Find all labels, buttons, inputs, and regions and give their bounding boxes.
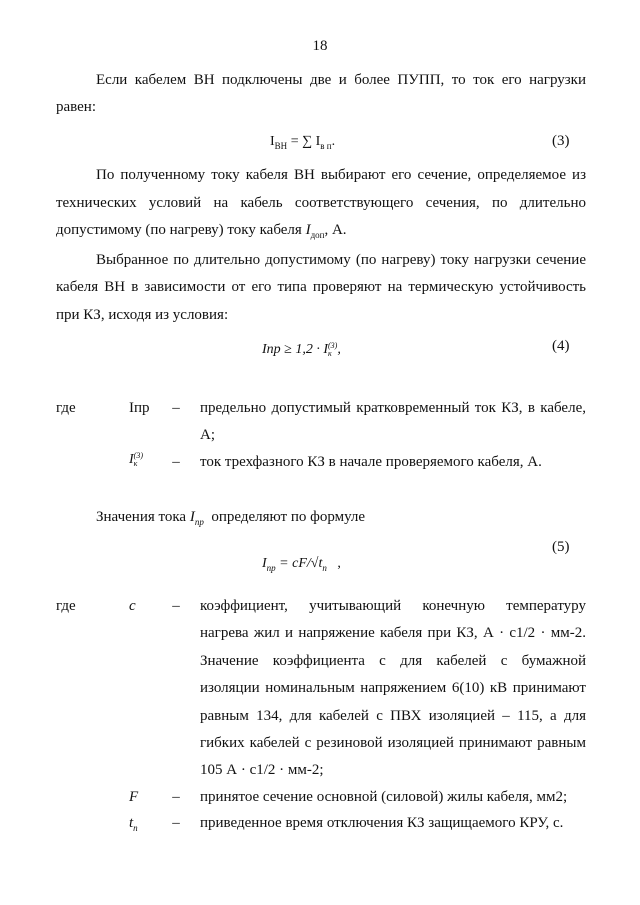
paragraph-2-line-2: технических условий на кабель соответствующего сечения, по длительно <box>56 195 586 211</box>
paragraph-2-line-1: По полученному току кабеля ВН выбирают его сечение, определяемое из <box>96 167 586 183</box>
dash-4: – <box>172 789 180 805</box>
paragraph-4 <box>96 509 365 527</box>
ik3-sup: (3) <box>133 451 143 460</box>
paragraph-3-line-2: кабеля ВН в зависимости от его типа проверяют на термическую устойчивость <box>56 279 586 295</box>
where1-item1-line1: предельно допустимый кратковременный ток КЗ, в кабеле, <box>200 400 586 416</box>
eq4-end: , <box>337 342 341 358</box>
page-number: 18 <box>312 38 328 54</box>
where-label-2: где <box>56 598 76 614</box>
tp-sub: п <box>133 823 138 833</box>
eq5-rest-sub: п <box>322 562 327 573</box>
p4-var-sub: пр <box>194 517 204 527</box>
paragraph-3-line-1: Выбранное по длительно допустимому (по нагреву) току нагрузки сечение <box>96 252 586 268</box>
eq3-lhs-sub: ВН <box>274 140 288 151</box>
p2-line3-pre: допустимому (по нагреву) току кабеля <box>56 222 302 238</box>
equation-3 <box>270 134 335 151</box>
equation-5-number: (5) <box>552 539 570 555</box>
dash-1: – <box>172 400 180 416</box>
ik3-sub: к <box>133 459 138 468</box>
where2-c-line6: гибких кабелей с резиновой изоляцией принимают равным <box>200 735 586 751</box>
equation-3-number: (3) <box>552 133 570 149</box>
symbol-ik3 <box>129 452 143 468</box>
dash-5: – <box>172 815 180 831</box>
where1-item1-line2: А; <box>200 427 215 443</box>
equation-4-number: (4) <box>552 338 570 354</box>
eq3-end: . <box>331 134 336 149</box>
ik3-base: I <box>129 452 134 468</box>
where1-item2-line1: ток трехфазного КЗ в начале проверяемого кабеля, А. <box>200 454 542 470</box>
where2-c-line7: 105 А · с1/2 · мм-2; <box>200 762 324 778</box>
paragraph-3-line-3: при КЗ, исходя из условия: <box>56 307 229 323</box>
where2-f-line1: принятое сечение основной (силовой) жилы кабеля, мм2; <box>200 789 568 805</box>
eq4-sub: к <box>328 349 332 358</box>
eq4-sup: (3) <box>328 341 338 350</box>
where2-c-line2: нагрева жил и напряжение кабеля при КЗ, А · с1/2 · мм-2. <box>200 625 586 641</box>
equation-5 <box>262 556 341 573</box>
paragraph-2-line-3 <box>56 222 347 240</box>
where2-c-line1: коэффициент, учитывающий конечную температуру <box>200 598 586 614</box>
where2-c-line5: равным 134, для кабелей с ПВХ изоляцией – 115, а для <box>200 708 586 724</box>
p2-var-sub: доп <box>310 230 325 240</box>
dash-3: – <box>172 598 180 614</box>
symbol-f: F <box>129 789 139 805</box>
dash-2: – <box>172 454 180 470</box>
eq4-text: Iпр ≥ 1,2 · I <box>262 342 329 358</box>
symbol-c: c <box>129 598 136 614</box>
tp-base: t <box>129 815 134 831</box>
eq3-rhs-sub: в п <box>320 140 332 151</box>
p2-line3-post: , А. <box>324 222 347 238</box>
eq3-lhs: I <box>270 134 275 149</box>
p4-post: определяют по формуле <box>211 509 366 525</box>
eq5-end: , <box>337 556 341 571</box>
p2-var-i: I <box>305 222 311 238</box>
where-label-1: где <box>56 400 76 416</box>
eq3-sum: = ∑ I <box>290 134 321 149</box>
paragraph-1-line-1: Если кабелем ВН подключены две и более ПУПП, то ток его нагрузки <box>96 72 586 88</box>
p4-pre: Значения тока <box>96 509 187 525</box>
where2-c-line4: изоляции номинальным напряжением 6(10) кВ принимают <box>200 680 586 696</box>
eq5-i: I <box>262 556 267 571</box>
symbol-ipr: Iпр <box>129 400 150 416</box>
paragraph-1-line-2: равен: <box>56 99 97 115</box>
where2-c-line3: Значение коэффициента c для кабелей с бумажной <box>200 653 586 669</box>
where2-t-line1: приведенное время отключения КЗ защищаемого КРУ, с. <box>200 815 564 831</box>
symbol-tp <box>129 815 138 833</box>
eq5-sub: пр <box>266 562 276 573</box>
p4-var: I <box>189 509 195 525</box>
eq5-rest: = cF/√t <box>279 556 323 571</box>
equation-4 <box>262 342 341 358</box>
